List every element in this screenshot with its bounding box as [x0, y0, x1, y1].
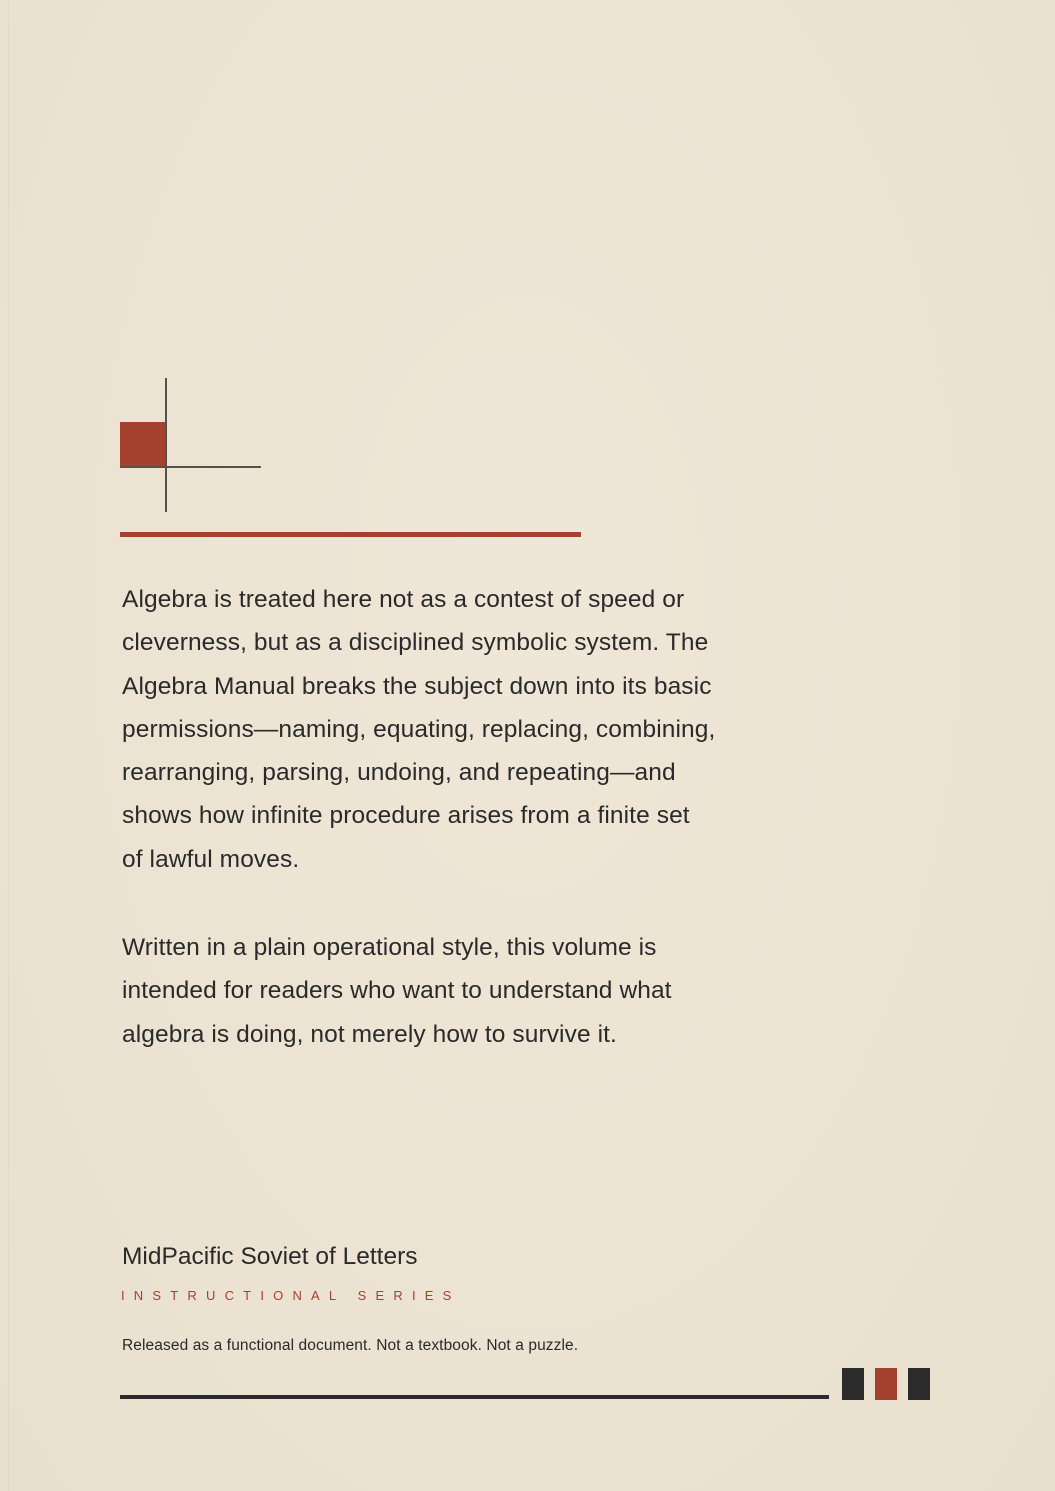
publisher-name: MidPacific Soviet of Letters	[122, 1243, 418, 1270]
text-line: cleverness, but as a disciplined symbolic system. The	[122, 629, 709, 657]
text-line: of lawful moves.	[122, 845, 300, 873]
page-edge	[8, 0, 9, 1491]
text-line: Algebra Manual breaks the subject down into its basic	[122, 672, 712, 700]
text-line: rearranging, parsing, undoing, and repeating—and	[122, 759, 676, 787]
horizontal-line	[120, 466, 261, 468]
red-block-icon	[875, 1368, 897, 1400]
text-line: Written in a plain operational style, this volume is	[122, 934, 657, 962]
paragraph-1	[122, 578, 782, 881]
release-note: Released as a functional document. Not a textbook. Not a puzzle.	[122, 1337, 579, 1354]
red-divider-rule	[120, 532, 581, 537]
text-line: shows how infinite procedure arises from a finite set	[122, 802, 690, 830]
vertical-line	[165, 378, 167, 512]
bottom-divider-rule	[120, 1395, 829, 1399]
dark-block-icon	[842, 1368, 864, 1400]
text-line: permissions—naming, equating, replacing, combining,	[122, 715, 716, 743]
series-label: INSTRUCTIONAL SERIES	[121, 1288, 461, 1303]
body-text	[122, 578, 782, 1101]
dark-block-icon	[908, 1368, 930, 1400]
color-blocks	[842, 1368, 930, 1400]
paragraph-2	[122, 926, 782, 1056]
square-crosshair-emblem-icon	[120, 378, 265, 513]
text-line: Algebra is treated here not as a contest of speed or	[122, 586, 685, 613]
text-line: intended for readers who want to understand what	[122, 977, 672, 1005]
red-square-icon	[120, 422, 165, 467]
text-line: algebra is doing, not merely how to survive it.	[122, 1020, 617, 1048]
